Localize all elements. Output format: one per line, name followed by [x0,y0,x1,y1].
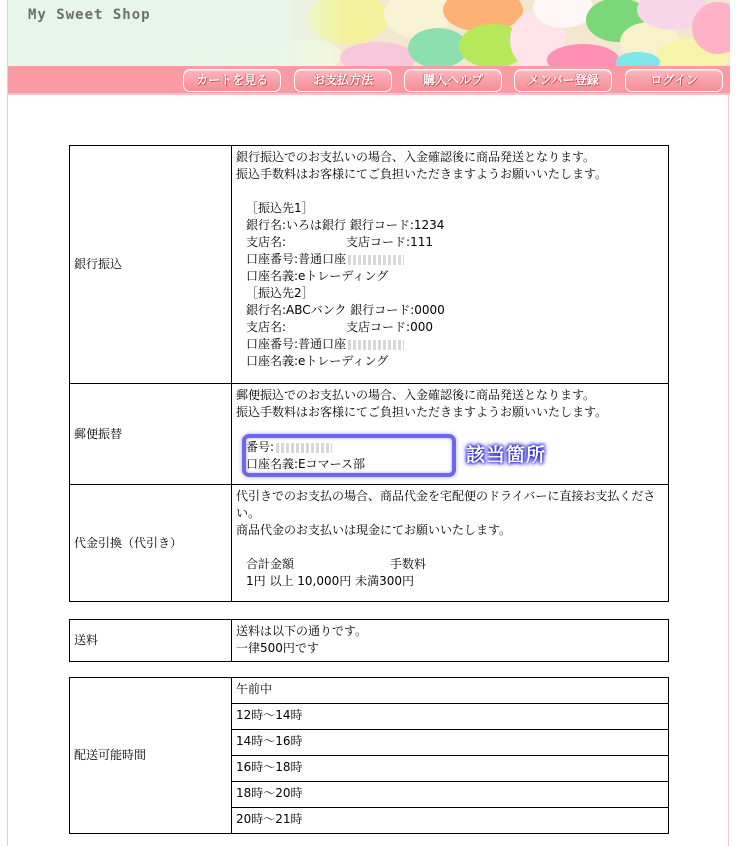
highlight-label: 該当箇所 [466,444,547,466]
masked-account-number [348,255,404,265]
dest1-holder: 口座名義:eトレーディング [246,269,389,283]
shop-title[interactable]: My Sweet Shop [28,7,151,23]
dest1-title: ［振込先1］ [246,201,314,215]
member-registration-button[interactable]: メンバー登録 [514,69,612,92]
cod-text-2: 商品代金のお支払いは現金にてお願いいたします。 [236,523,512,537]
dest2-bank: 銀行名:ABCバンク 銀行コード:0000 [246,303,445,317]
shipping-text-1: 送料は以下の通りです。 [236,624,368,638]
login-button[interactable]: ログイン [625,69,723,92]
cod-fee-table [236,556,664,590]
postal-holder: 口座名義:Eコマース部 [246,457,366,471]
postal-intro-1: 郵便振込でのお支払いの場合、入金確認後に商品発送となります。 [236,388,596,402]
delivery-time-option: 18時～20時 [232,782,669,808]
page-frame [7,0,729,846]
cash-on-delivery-row [70,485,669,602]
table-row [70,678,669,704]
dest2-holder: 口座名義:eトレーディング [246,354,389,368]
dest2-branch: 支店名: 支店コード:000 [246,320,433,334]
postal-transfer-label: 郵便振替 [70,384,232,485]
payment-table [69,145,669,602]
postal-intro-2: 振込手数料はお客様にてご負担いただきますようお願いいたします。 [236,405,608,419]
shipping-table [69,619,669,662]
bank-transfer-row [70,146,669,384]
purchase-help-button[interactable]: 購入ヘルプ [404,69,502,92]
cod-text-1: 代引きでのお支払の場合、商品代金を宅配便のドライバーに直接お支払ください。 [236,489,656,520]
cod-label: 代金引換（代引き） [70,485,232,602]
cod-details [232,485,669,602]
dest1-bank: 銀行名:いろは銀行 銀行コード:1234 [246,218,445,232]
bank-destinations [236,200,664,370]
shipping-row [70,620,669,662]
bank-transfer-details [232,146,669,384]
dest1-branch: 支店名: 支店コード:111 [246,235,433,249]
dest2-account: 口座番号:普通口座 [246,336,664,353]
delivery-time-option: 14時～16時 [232,730,669,756]
shipping-text-2: 一律500円です [236,641,319,655]
delivery-time-option: 20時～21時 [232,808,669,834]
highlight-box [242,434,456,477]
bank-intro-1: 銀行振込でのお支払いの場合、入金確認後に商品発送となります。 [236,150,596,164]
bank-intro-2: 振込手数料はお客様にてご負担いただきますようお願いいたします。 [236,167,608,181]
dest1-account: 口座番号:普通口座 [246,251,664,268]
site-header [8,0,730,66]
delivery-time-option: 12時～14時 [232,704,669,730]
delivery-time-option: 16時～18時 [232,756,669,782]
masked-account-number [348,340,404,350]
view-cart-button[interactable]: カートを見る [183,69,281,92]
cod-fee-header: 合計金額 手数料 [246,557,427,571]
delivery-time-option: 午前中 [232,678,669,704]
candy-banner-image [278,0,730,66]
cod-fee-row: 1円 以上 10,000円 未満300円 [246,574,414,588]
shipping-label: 送料 [70,620,232,662]
delivery-time-table [69,677,669,834]
postal-number: 番号: [246,439,664,456]
delivery-time-label: 配送可能時間 [70,678,232,834]
bank-transfer-label: 銀行振込 [70,146,232,384]
dest2-title: ［振込先2］ [246,286,314,300]
nav-bar [8,66,730,95]
payment-methods-button[interactable]: お支払方法 [294,69,392,92]
shipping-details [232,620,669,662]
